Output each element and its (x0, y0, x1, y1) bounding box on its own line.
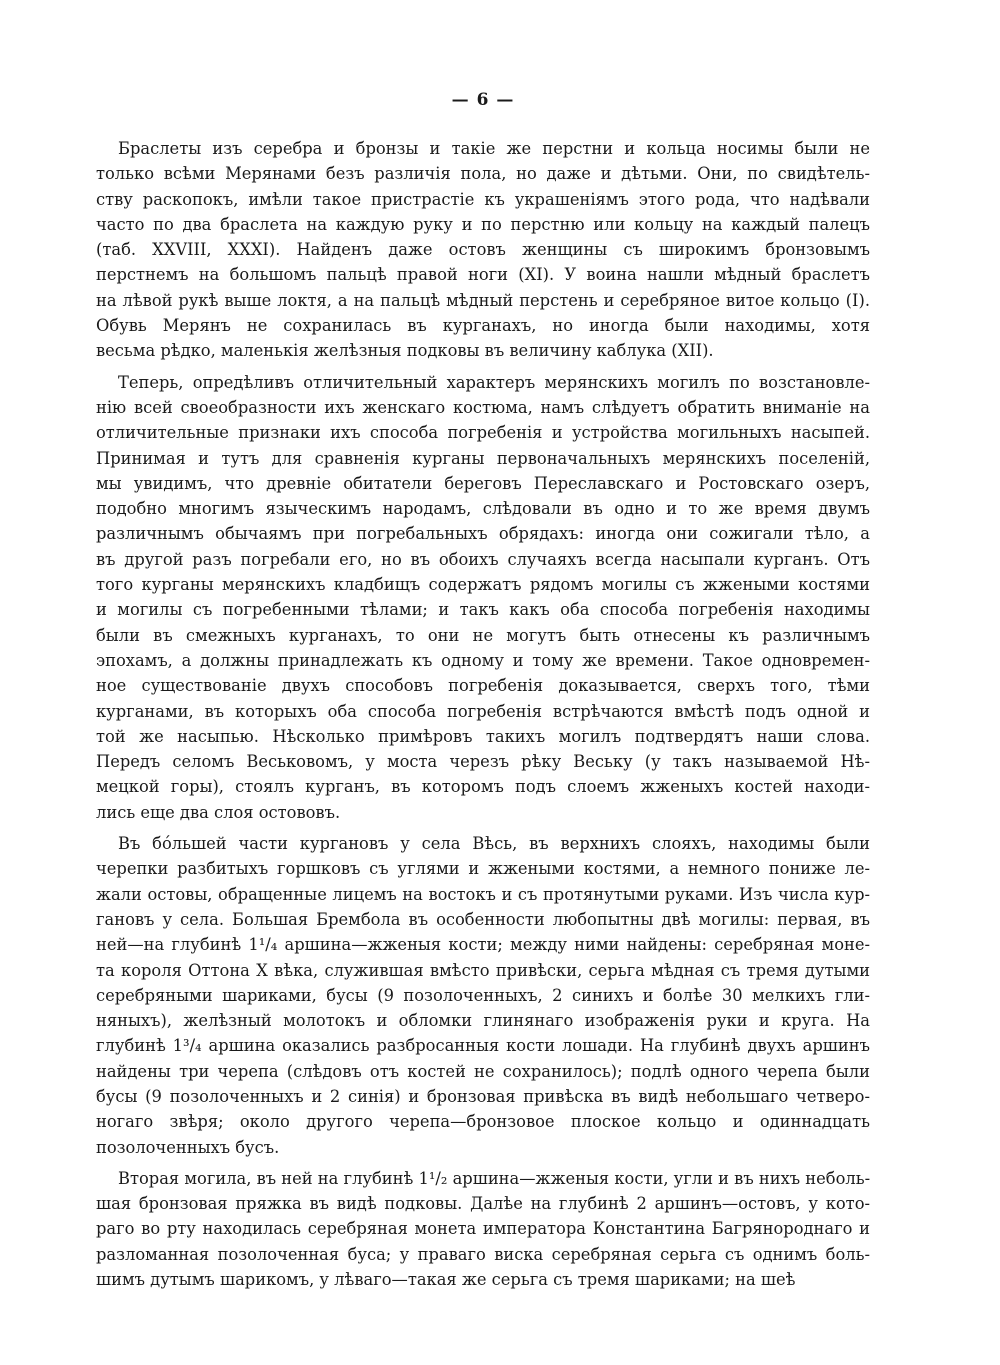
text-line: лись еще два слоя остововъ. (96, 802, 341, 822)
text-line: того курганы мерянскихъ кладбищъ содержатъ рядомъ могилы съ жжеными костями (96, 575, 870, 595)
text-line: мы увидимъ, что древніе обитатели береговъ Переславскаго и Ростовскаго озеръ, (96, 473, 870, 493)
text-line: мецкой горы), стоялъ курганъ, въ которомъ подъ слоемъ жженыхъ костей находи- (96, 777, 870, 797)
text-line: жали остовы, обращенные лицемъ на востокъ и съ протянутыми руками. Изъ числа кур- (96, 884, 870, 904)
text-line: (таб. XXVIII, XXXI). Найденъ даже остовъ женщины съ широкимъ бронзовымъ (96, 240, 870, 260)
text-line: и могилы съ погребенными тѣлами; и такъ какъ оба способа погребенія находимы (96, 600, 870, 620)
text-line: различнымъ обычаямъ при погребальныхъ обрядахъ: иногда они сожигали тѣло, а (96, 524, 870, 544)
text-line: бусы (9 позолоченныхъ и 2 синія) и бронзовая привѣска въ видѣ небольшаго четверо- (96, 1086, 870, 1106)
text-line: шая бронзовая пряжка въ видѣ подковы. Далѣе на глубинѣ 2 аршинъ—остовъ, у кото- (96, 1194, 870, 1214)
text-line: ное существованіе двухъ способовъ погребенія доказывается, сверхъ того, тѣми (96, 676, 870, 696)
text-line: были въ смежныхъ курганахъ, то они не могутъ быть отнесены къ различнымъ (96, 625, 870, 645)
text-line: эпохамъ, а должны принадлежать къ одному и тому же времени. Такое одновремен- (96, 650, 870, 670)
text-line: серебряными шариками, бусы (9 позолоченныхъ, 2 синихъ и болѣе 30 мелкихъ гли- (96, 985, 870, 1005)
text-line: ней—на глубинѣ 1¹/₄ аршина—жженыя кости; между ними найдены: серебряная моне- (96, 935, 870, 955)
text-line: Въ бóльшей части кургановъ у села Вѣсь, въ верхнихъ слояхъ, находимы были (118, 834, 870, 854)
text-line: черепки разбитыхъ горшковъ съ углями и жжеными костями, а немного пониже ле- (96, 859, 870, 879)
text-line: перстнемъ на большомъ пальцѣ правой ноги (XI). У воина нашли мѣдный браслетъ (96, 265, 870, 285)
text-line: раго во рту находилась серебряная монета императора Константина Багрянороднаго и (96, 1219, 870, 1239)
text-line: курганами, въ которыхъ оба способа погребенія встрѣчаются вмѣстѣ подъ одной и (96, 701, 870, 721)
text-line: на лѣвой рукѣ выше локтя, а на пальцѣ мѣдный перстень и серебряное витое кольцо (I). (96, 290, 870, 310)
text-line: нію всей своеобразности ихъ женскаго костюма, намъ слѣдуетъ обратить вниманіе на (96, 397, 870, 417)
text-line: Теперь, опредѣливъ отличительный характеръ мерянскихъ могилъ по возстановле- (118, 372, 870, 392)
paragraph (96, 370, 870, 825)
paragraph (96, 831, 870, 1160)
text-line: глубинѣ 1³/₄ аршина оказались разбросанныя кости лошади. На глубинѣ двухъ аршинъ (96, 1036, 870, 1056)
text-line: въ другой разъ погребали его, но въ обоихъ случаяхъ всегда насыпали курганъ. Отъ (96, 549, 870, 569)
text-line: та короля Оттона X вѣка, служившая вмѣсто привѣски, серьга мѣдная съ тремя дутыми (96, 960, 870, 980)
text-line: гановъ у села. Большая Брембола въ особенности любопытны двѣ могилы: первая, въ (96, 909, 870, 929)
text-line: подобно многимъ языческимъ народамъ, слѣдовали въ одно и то же время двумъ (96, 499, 870, 519)
document-page (96, 88, 870, 1338)
text-line: шимъ дутымъ шарикомъ, у лѣваго—такая же серьга съ тремя шариками; на шеѣ (96, 1270, 796, 1290)
text-line: ству раскопокъ, имѣли такое пристрастіе къ украшеніямъ этого рода, что надѣвали (96, 189, 870, 209)
text-line: только всѣми Мерянами безъ различія пола, но даже и дѣтьми. Они, по свидѣтель- (96, 164, 870, 184)
text-line: Браслеты изъ серебра и бронзы и такіе же перстни и кольца носимы были не (118, 139, 870, 158)
text-line: найдены три черепа (слѣдовъ отъ костей не сохранилось); подлѣ одного черепа были (96, 1061, 870, 1081)
text-line: Принимая и тутъ для сравненія курганы первоначальныхъ мерянскихъ поселеній, (96, 448, 870, 468)
text-line: той же насыпью. Нѣсколько примѣровъ такихъ могилъ подтвердятъ наши слова. (96, 726, 870, 746)
text-line: Вторая могила, въ ней на глубинѣ 1¹/₂ аршина—жженыя кости, угли и въ нихъ неболь- (118, 1168, 870, 1188)
text-line: весьма рѣдко, маленькія желѣзныя подковы въ величину каблука (XII). (96, 341, 714, 361)
text-line: разломанная позолоченная буса; у праваго виска серебряная серьга съ однимъ боль- (96, 1244, 870, 1264)
text-line: ногаго звѣря; около другого черепа—бронзовое плоское кольцо и одиннадцать (96, 1112, 870, 1132)
page-number: — 6 — (451, 90, 515, 110)
text-line: отличительные признаки ихъ способа погребенія и устройства могильныхъ насыпей. (96, 423, 870, 443)
paragraph (96, 1166, 870, 1292)
text-line: часто по два браслета на каждую руку и по перстню или кольцу на каждый палецъ (96, 214, 870, 234)
text-line: няныхъ), желѣзный молотокъ и обломки глинянаго изображенія руки и круга. На (96, 1011, 870, 1031)
text-line: Передъ селомъ Веськовомъ, у моста черезъ рѣку Веську (у такъ называемой Нѣ- (96, 752, 870, 772)
text-line: Обувь Мерянъ не сохранилась въ курганахъ, но иногда были находимы, хотя (96, 316, 870, 336)
body-text (96, 136, 870, 1292)
paragraph (96, 136, 870, 364)
text-line: позолоченныхъ бусъ. (96, 1137, 280, 1157)
